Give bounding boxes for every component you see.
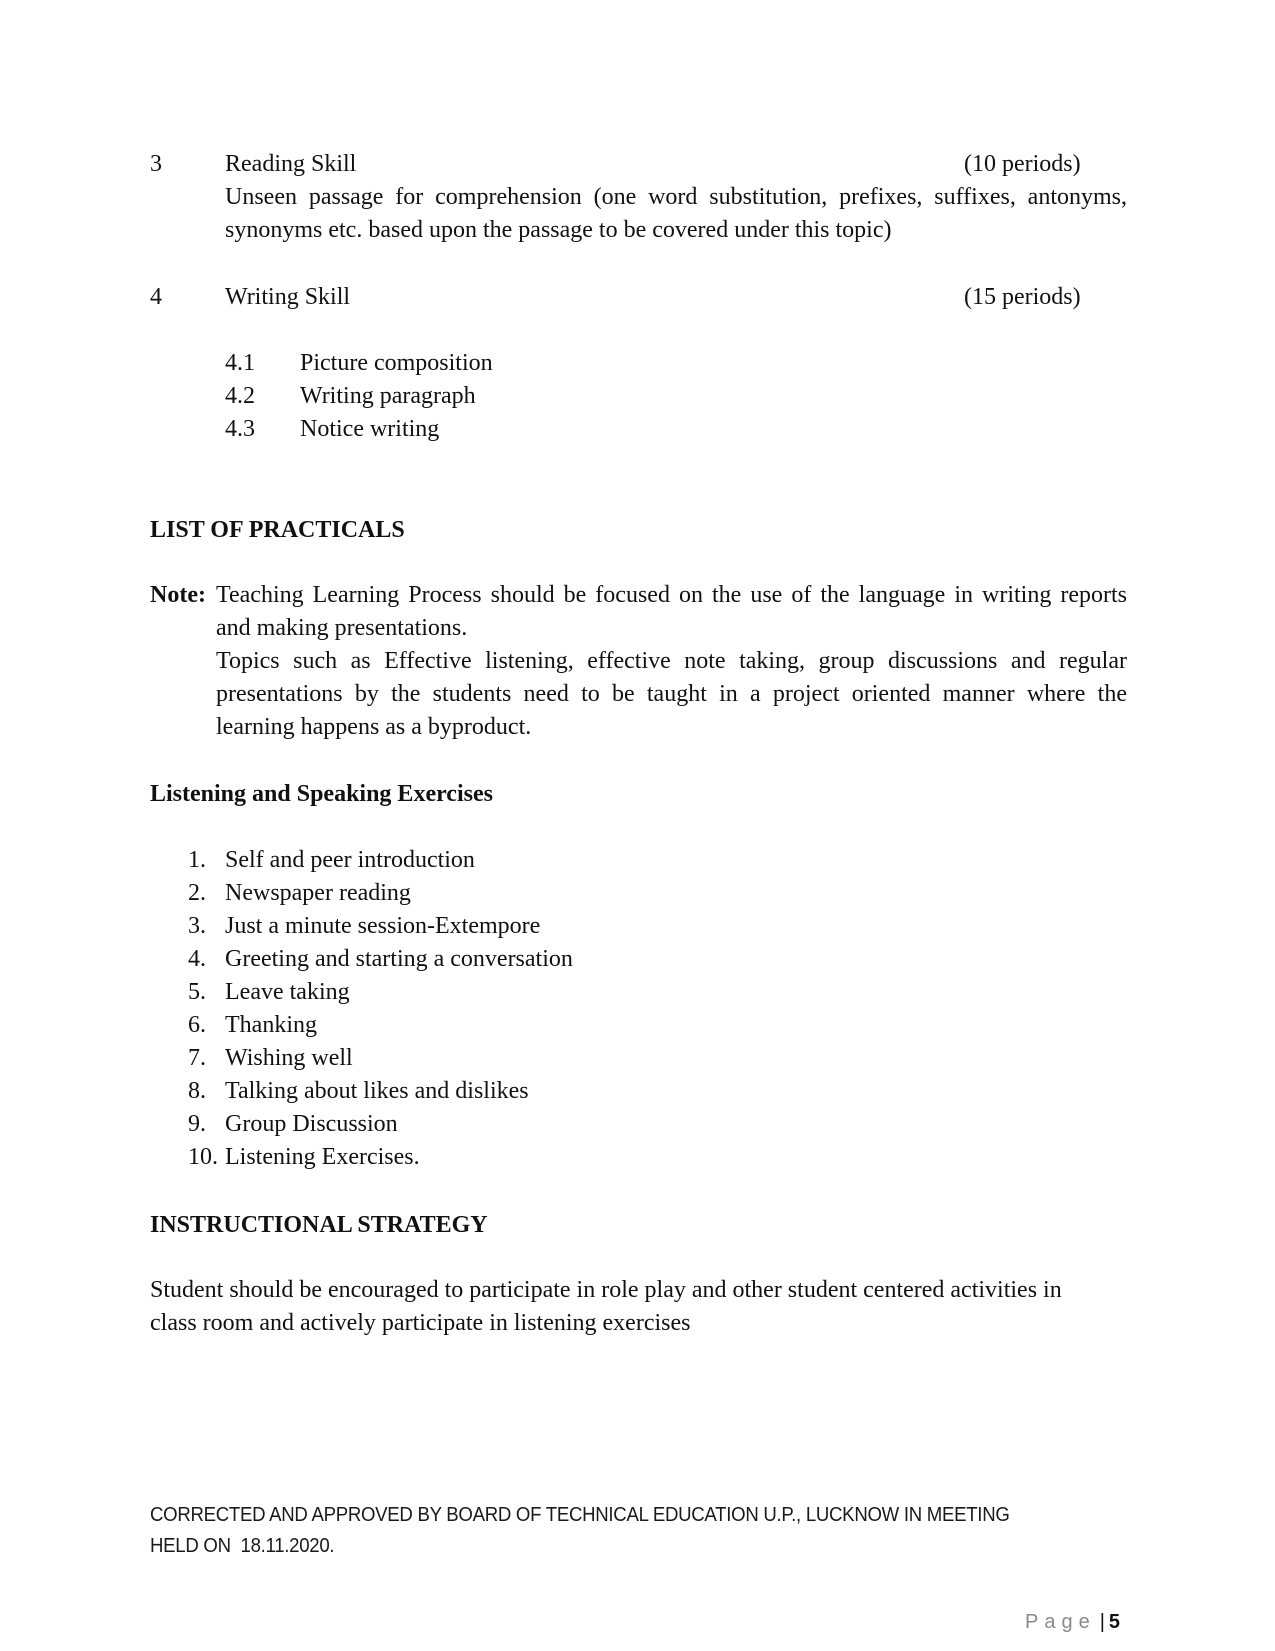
exercise-number: 2. xyxy=(188,880,206,906)
description-line: Unseen passage for comprehension (one word substitution, prefixes, suffixes, antonyms, xyxy=(225,184,1127,210)
exercise-label: Talking about likes and dislikes xyxy=(225,1078,529,1104)
subtopic-label: Notice writing xyxy=(300,416,440,442)
exercise-label: Greeting and starting a conversation xyxy=(225,946,573,972)
exercise-label: Leave taking xyxy=(225,979,350,1005)
note-line: presentations by the students need to be taught in a project oriented manner where the xyxy=(216,681,1127,707)
unit-periods: (10 periods) xyxy=(964,151,1081,177)
unit-periods: (15 periods) xyxy=(964,284,1081,310)
exercise-number: 8. xyxy=(188,1078,206,1104)
exercise-number: 1. xyxy=(188,847,206,873)
exercise-label: Just a minute session-Extempore xyxy=(225,913,541,939)
exercise-label: Thanking xyxy=(225,1012,317,1038)
subtopic-number: 4.1 xyxy=(225,350,255,376)
page-separator: | xyxy=(1099,1611,1105,1633)
approval-note-line: CORRECTED AND APPROVED BY BOARD OF TECHNICAL EDUCATION U.P., LUCKNOW IN MEETING xyxy=(150,1504,1010,1526)
strategy-line: class room and actively participate in listening exercises xyxy=(150,1310,691,1336)
section-heading-strategy: INSTRUCTIONAL STRATEGY xyxy=(150,1212,488,1238)
exercise-number: 10. xyxy=(188,1144,218,1170)
note-body xyxy=(216,579,1127,744)
note-line: Topics such as Effective listening, effective note taking, group discussions and regular xyxy=(216,648,1127,674)
exercise-label: Wishing well xyxy=(225,1045,353,1071)
unit-number: 4 xyxy=(150,284,162,310)
note-line: Teaching Learning Process should be focused on the use of the language in writing reports xyxy=(216,582,1127,608)
description-line: synonyms etc. based upon the passage to be covered under this topic) xyxy=(225,217,892,243)
strategy-line: Student should be encouraged to participate in role play and other student centered activities in xyxy=(150,1277,1062,1303)
unit-title: Writing Skill xyxy=(225,284,351,310)
subtopic-label: Picture composition xyxy=(300,350,493,376)
subtopic-number: 4.2 xyxy=(225,383,255,409)
exercise-label: Newspaper reading xyxy=(225,880,411,906)
approval-note-line: HELD ON 18.11.2020. xyxy=(150,1535,335,1557)
note-label: Note: xyxy=(150,582,206,608)
exercise-label: Group Discussion xyxy=(225,1111,398,1137)
exercise-label: Self and peer introduction xyxy=(225,847,475,873)
exercise-label: Listening Exercises. xyxy=(225,1144,420,1170)
page-footer xyxy=(1025,1611,1120,1634)
note-line: learning happens as a byproduct. xyxy=(216,714,532,740)
subtopic-number: 4.3 xyxy=(225,416,255,442)
page-label: Page xyxy=(1025,1611,1096,1633)
exercise-number: 7. xyxy=(188,1045,206,1071)
section-heading-practicals: LIST OF PRACTICALS xyxy=(150,517,405,543)
exercise-number: 5. xyxy=(188,979,206,1005)
subtopic-label: Writing paragraph xyxy=(300,383,476,409)
unit-title: Reading Skill xyxy=(225,151,357,177)
exercise-number: 4. xyxy=(188,946,206,972)
section-heading-exercises: Listening and Speaking Exercises xyxy=(150,781,493,807)
unit-description xyxy=(225,181,1127,247)
unit-number: 3 xyxy=(150,151,162,177)
exercise-number: 6. xyxy=(188,1012,206,1038)
exercise-number: 9. xyxy=(188,1111,206,1137)
exercise-number: 3. xyxy=(188,913,206,939)
page-number: 5 xyxy=(1108,1611,1121,1633)
note-line: and making presentations. xyxy=(216,615,468,641)
